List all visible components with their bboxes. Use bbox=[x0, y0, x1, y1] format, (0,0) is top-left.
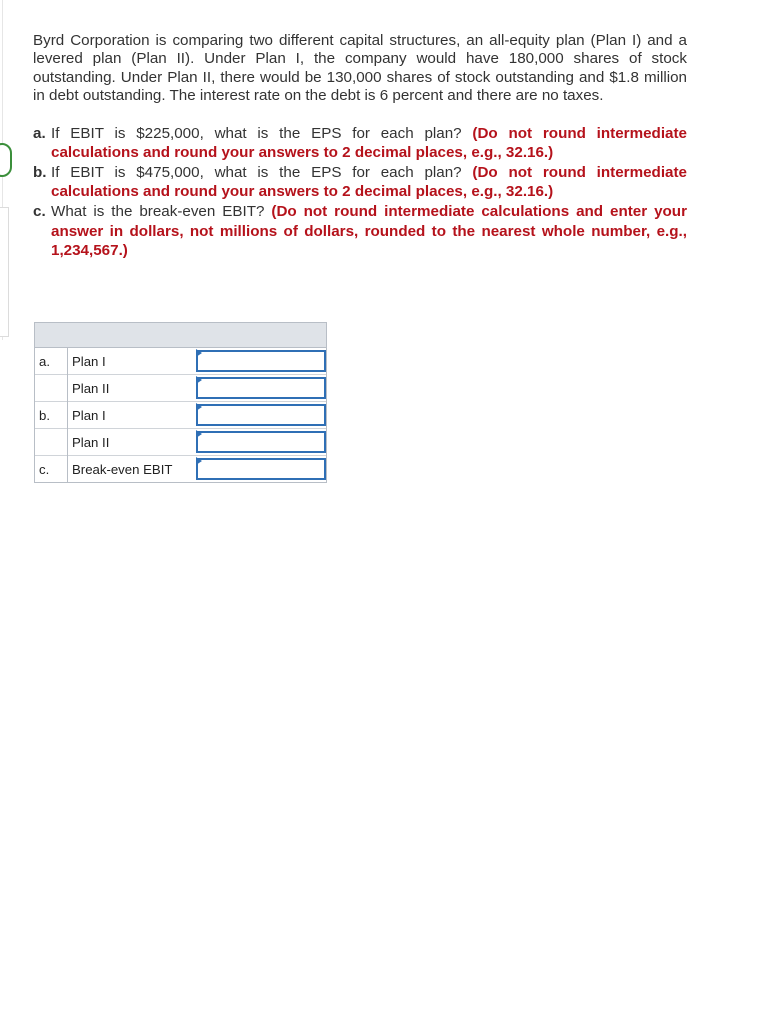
table-row bbox=[35, 375, 327, 402]
row-label: Plan II bbox=[68, 429, 197, 456]
question-text: What is the break-even EBIT? bbox=[51, 203, 265, 220]
input-marker-icon bbox=[196, 376, 202, 384]
left-edge-strip bbox=[0, 0, 10, 340]
problem-content bbox=[33, 32, 687, 261]
breakeven-ebit-input[interactable] bbox=[196, 458, 326, 480]
question-b bbox=[33, 163, 687, 202]
question-label: c. bbox=[33, 203, 46, 220]
input-marker-icon bbox=[196, 430, 202, 438]
nav-tab-indicator[interactable] bbox=[0, 143, 12, 177]
table-row bbox=[35, 456, 327, 483]
eps-plan1-b-input[interactable] bbox=[196, 404, 326, 426]
question-text: If EBIT is $475,000, what is the EPS for each plan? bbox=[51, 163, 462, 181]
row-label: Plan II bbox=[68, 375, 197, 402]
table-row bbox=[35, 429, 327, 456]
eps-plan2-a-input[interactable] bbox=[196, 377, 326, 399]
question-label: a. bbox=[33, 124, 46, 142]
answer-table bbox=[34, 322, 327, 483]
question-c bbox=[33, 202, 687, 261]
question-hint: (Do not round intermediate calculations and round your answers to 2 decimal places, e.g., 32.16.) bbox=[51, 163, 687, 201]
row-label: Break-even EBIT bbox=[68, 456, 197, 483]
eps-plan1-a-input[interactable] bbox=[196, 350, 326, 372]
input-marker-icon bbox=[196, 349, 202, 357]
row-letter bbox=[35, 375, 68, 402]
eps-plan2-b-input[interactable] bbox=[196, 431, 326, 453]
row-letter: a. bbox=[35, 348, 68, 375]
questions-list bbox=[33, 124, 687, 261]
row-label: Plan I bbox=[68, 348, 197, 375]
side-panel-edge bbox=[0, 207, 9, 337]
question-hint: (Do not round intermediate calculations and enter your answer in dollars, not millions of dollars, rounded to the nearest whole number, e.g., 1,234,567.) bbox=[51, 203, 687, 260]
question-hint: (Do not round intermediate calculations and round your answers to 2 decimal places, e.g., 32.16.) bbox=[51, 124, 687, 162]
input-marker-icon bbox=[196, 403, 202, 411]
input-marker-icon bbox=[196, 457, 202, 465]
problem-intro: Byrd Corporation is comparing two different capital structures, an all-equity plan (Plan I) and a levered plan (Plan II). Under Plan I, the company would have 180,000 shares of stock outstanding. Under Plan II, there would be 130,000 shares of stock outstanding and $1.8 million in debt outstanding. The interest rate on the debt is 6 percent and there are no taxes. bbox=[33, 32, 687, 105]
row-letter: c. bbox=[35, 456, 68, 483]
row-letter: b. bbox=[35, 402, 68, 429]
row-label: Plan I bbox=[68, 402, 197, 429]
question-label: b. bbox=[33, 163, 47, 181]
question-a bbox=[33, 124, 687, 163]
answer-table-header bbox=[35, 323, 327, 348]
table-row bbox=[35, 402, 327, 429]
row-letter bbox=[35, 429, 68, 456]
question-text: If EBIT is $225,000, what is the EPS for each plan? bbox=[51, 124, 462, 142]
table-row bbox=[35, 348, 327, 375]
